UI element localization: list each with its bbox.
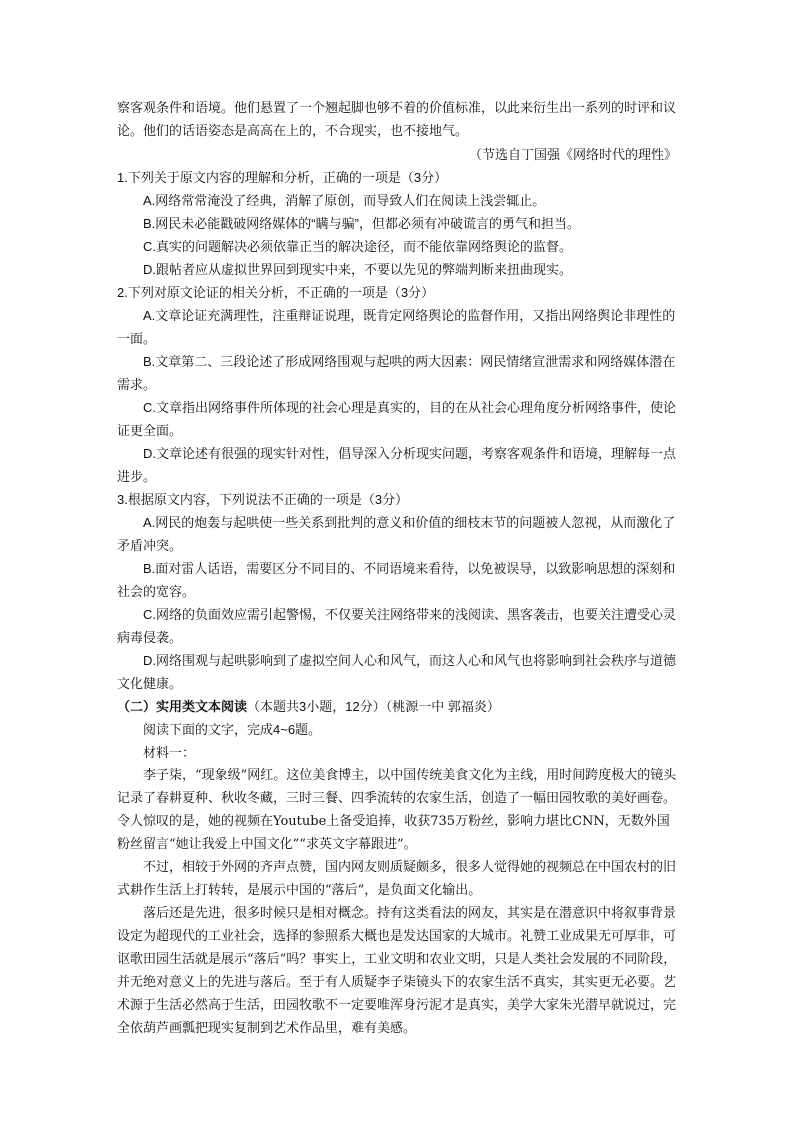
- material-1-paragraph-1: 李子柒，“现象级”网红。这位美食博主，以中国传统美食文化为主线，用时间跨度极大的镜头记录了春耕夏种、秋收冬藏，三时三餐、四季流转的农家生活，创造了一幅田园牧歌的美好画卷。令人惊叹的是，她的视频在Youtube上备受追捧，收获735万粉丝，影响力堪比CNN，无数外国粉丝留言“她让我爱上中国文化”“求英文字幕跟进”。: [117, 768, 677, 852]
- material-1-label: 材料一：: [143, 745, 196, 760]
- question-1-option-b: B.网民未必能戳破网络媒体的“瞒与骗”，但都必须有冲破谎言的勇气和担当。: [143, 216, 580, 231]
- question-2-option-d: D.文章论述有很强的现实针对性，倡导深入分析现实问题，考察客观条件和语境，理解每一点进步。: [117, 446, 677, 484]
- section-2-instruction: 阅读下面的文字，完成4~6题。: [143, 722, 322, 737]
- question-3-stem: 3.根据原文内容，下列说法不正确的一项是（3分）: [117, 492, 409, 507]
- section-2-heading: [117, 695, 681, 718]
- question-1-option-d: D.跟帖者应从虚拟世界回到现实中来，不要以先见的弊端判断来扭曲现实。: [143, 262, 573, 277]
- question-2-option-b: B.文章第二、三段论述了形成网络围观与起哄的两大因素：网民情绪宣泄需求和网络媒体潜在需求。: [117, 354, 676, 392]
- material-1-paragraph-2: 不过，相较于外网的齐声点赞，国内网友则质疑颇多，很多人觉得她的视频总在中国农村的旧式耕作生活上打转转，是展示中国的“落后”，是负面文化输出。: [117, 860, 677, 898]
- continuation-paragraph: 察客观条件和语境。他们悬置了一个翘起脚也够不着的价值标准，以此来衍生出一系列的时评和议论。他们的话语姿态是高高在上的，不合现实，也不接地气。: [117, 101, 677, 139]
- question-2-option-c: C.文章指出网络事件所体现的社会心理是真实的，目的在从社会心理角度分析网络事件，使论证更全面。: [117, 400, 677, 438]
- question-3-option-b: B.面对雷人话语，需要区分不同目的、不同语境来看待，以免被误导，以致影响思想的深刻和社会的宽容。: [117, 561, 676, 599]
- question-1-stem: 1.下列关于原文内容的理解和分析，正确的一项是（3分）: [117, 170, 448, 185]
- question-3-option-a: A.网民的炮轰与起哄使一些关系到批判的意义和价值的细枝末节的问题被人忽视，从而激化了矛盾冲突。: [117, 515, 676, 553]
- question-3-option-d: D.网络围观与起哄影响到了虚拟空间人心和风气，而这人心和风气也将影响到社会秩序与道德文化健康。: [117, 653, 677, 691]
- source-citation: （节选自丁国强《网络时代的理性》: [468, 147, 677, 162]
- material-1-paragraph-3: 落后还是先进，很多时候只是相对概念。持有这类看法的网友，其实是在潜意识中将叙事背景设定为超现代的工业社会，选择的参照系大概也是发达国家的大城市。礼赞工业成果无可厚非，可讴歌田园生活就是展示“落后”吗？事实上，工业文明和农业文明，只是人类社会发展的不同阶段，并无绝对意义上的先进与落后。至于有人质疑李子柒镜头下的农家生活不真实，其实更无必要。艺术源于生活必然高于生活，田园牧歌不一定要唯浑身污泥才是真实，美学大家朱光潜早就说过，完全依葫芦画瓢把现实复制到艺术作品里，难有美感。: [117, 906, 677, 1036]
- question-1-option-a: A.网络常常淹没了经典，消解了原创，而导致人们在阅读上浅尝辄止。: [143, 193, 546, 208]
- question-1-option-c: C.真实的问题解决必须依靠正当的解决途径，而不能依靠网络舆论的监督。: [143, 239, 573, 254]
- section-2-heading-detail: （本题共3小题，12分）（桃源一中 郭福炎）: [247, 699, 500, 714]
- section-2-heading-title: （二）实用类文本阅读: [117, 699, 248, 714]
- question-2-option-a: A.文章论证充满理性，注重辩证说理，既肯定网络舆论的监督作用，又指出网络舆论非理性的一面。: [117, 308, 676, 346]
- question-2-stem: 2.下列对原文论证的相关分析，不正确的一项是（3分）: [117, 285, 435, 300]
- question-3-option-c: C.网络的负面效应需引起警惕，不仅要关注网络带来的浅阅读、黑客袭击，也要关注遭受心灵病毒侵袭。: [117, 607, 677, 645]
